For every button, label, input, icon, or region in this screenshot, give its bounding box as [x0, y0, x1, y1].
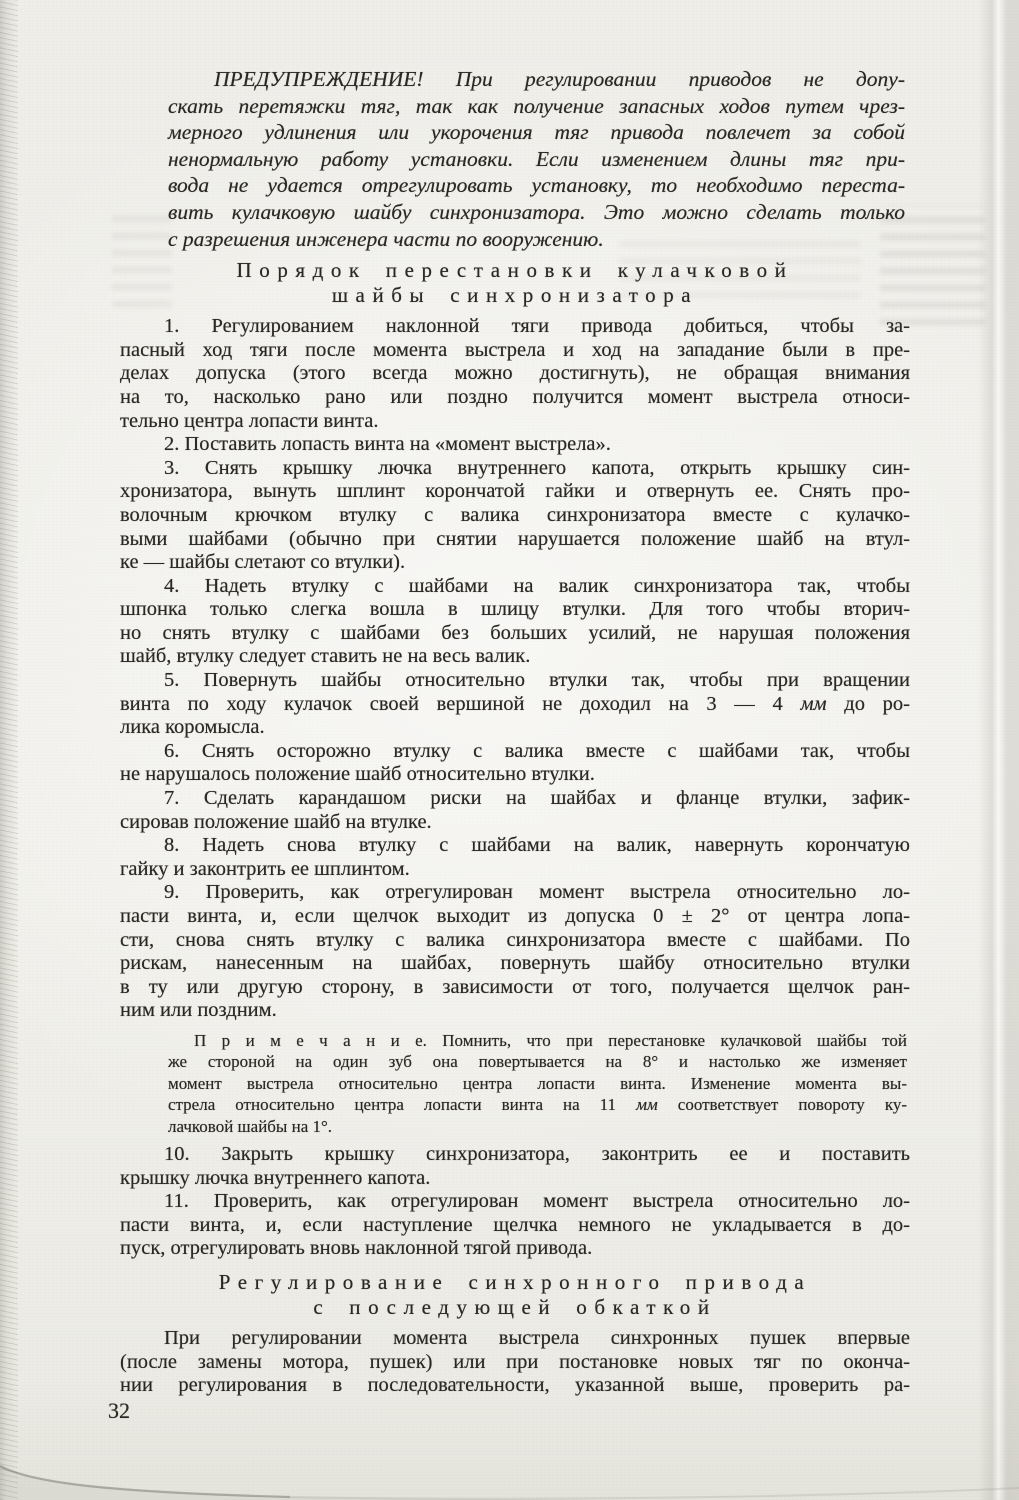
text-line: момент выстрела относительно центра лопасти винта. Изменение момента вы-	[168, 1073, 907, 1093]
text-line: 2. Поставить лопасть винта на «момент выстрела».	[164, 433, 611, 456]
text-line: 8. Надеть снова втулку с шайбами на валик, навернуть корончатую	[164, 834, 910, 857]
numbered-item-6	[120, 740, 910, 787]
section-heading-sync-drive	[120, 1270, 910, 1320]
text-line: волочным крючком втулку с валика синхронизатора вместе с кулачко-	[120, 503, 910, 526]
text-line: 3. Снять крышку лючка внутреннего капота, открыть крышку син-	[164, 456, 910, 479]
page-number: 32	[108, 1398, 130, 1423]
text-line: винта по ходу кулачок своей вершиной не доходил на 3 — 4 мм до ро-	[120, 692, 910, 715]
text-line: шайбы синхронизатора	[331, 283, 699, 308]
text-line: пуск, отрегулировать вновь наклонной тягой привода.	[120, 1237, 593, 1260]
text-line: рискам, нанесенным на шайбах, повернуть шайбу относительно втулки	[120, 952, 910, 975]
text-line: стрела относительно центра лопасти винта на 11 мм соответствует повороту ку-	[168, 1095, 907, 1115]
text-line: на то, насколько рано или поздно получится момент выстрела относи-	[120, 385, 910, 408]
text-line: хронизатора, вынуть шплинт корончатой гайки и отвернуть ее. Снять про-	[120, 480, 910, 503]
text-line: в ту или другую сторону, в зависимости от того, получается щелчок ран-	[120, 975, 910, 998]
text-line: скать перетяжки тяг, так как получение запасных ходов путем чрез-	[168, 93, 905, 118]
text-line: пасный ход тяги после момента выстрела и ход на западание были в пре-	[120, 338, 910, 361]
numbered-item-4	[120, 575, 910, 669]
section-heading-cam-washer	[120, 258, 910, 308]
text-line: ним или поздним.	[120, 999, 277, 1022]
text-line: (после замены мотора, пушек) или при постановке новых тяг по оконча-	[120, 1350, 910, 1373]
numbered-item-7	[120, 787, 910, 834]
text-line: 6. Снять осторожно втулку с валика вместе с шайбами так, чтобы	[164, 739, 910, 762]
text-line: же стороной на один зуб она повертывается на 8° и настолько же изменяет	[168, 1052, 907, 1072]
text-line: шайб, втулку следует ставить не на весь валик.	[120, 645, 531, 668]
numbered-item-1	[120, 315, 910, 433]
numbered-item-11	[120, 1190, 910, 1261]
text-line: выми шайбами (обычно при снятии нарушается положение шайб на втул-	[120, 527, 910, 550]
text-line: сти, снова снять втулку с валика синхронизатора вместе с шайбами. По	[120, 928, 910, 951]
text-line: 9. Проверить, как отрегулирован момент выстрела относительно ло-	[164, 881, 910, 904]
text-line: 11. Проверить, как отрегулирован момент выстрела относительно ло-	[164, 1190, 910, 1213]
text-line: тельно центра лопасти винта.	[120, 409, 379, 432]
numbered-item-8	[120, 834, 910, 881]
numbered-item-3	[120, 457, 910, 575]
text-line: с последующей обкаткой	[313, 1294, 717, 1319]
text-line: 1. Регулированием наклонной тяги привода добиться, чтобы за-	[164, 315, 910, 338]
text-line: вить кулачковую шайбу синхронизатора. Это можно сделать только	[168, 199, 905, 224]
text-line: гайку и законтрить ее шплинтом.	[120, 857, 410, 880]
text-line: 7. Сделать карандашом риски на шайбах и фланце втулки, зафик-	[164, 787, 910, 810]
text-line: нии регулирования в последовательности, указанной выше, проверить ра-	[120, 1374, 910, 1397]
warning-paragraph	[168, 66, 905, 252]
text-line: вода не удается отрегулировать установку, то необходимо переста-	[168, 173, 905, 198]
binding-fold	[978, 0, 1019, 1500]
text-line: Регулирование синхронного привода	[218, 1269, 812, 1294]
text-line: но снять втулку с шайбами без больших усилий, не нарушая положения	[120, 621, 910, 644]
text-line: пасти винта, и, если наступление щелчка немного не укладывается в до-	[120, 1213, 910, 1236]
text-line: с разрешения инженера части по вооружению.	[168, 226, 604, 251]
left-page-edge	[0, 0, 18, 1500]
text-line: Порядок перестановки кулачковой	[236, 258, 794, 283]
text-line: 10. Закрыть крышку синхронизатора, законтрить ее и поставить	[164, 1143, 910, 1165]
page-text	[120, 66, 910, 1398]
numbered-item-2	[120, 433, 910, 457]
body-paragraph-final	[120, 1327, 910, 1398]
text-line: не нарушалось положение шайб относительно втулки.	[120, 763, 595, 786]
text-line: 5. Повернуть шайбы относительно втулки так, чтобы при вращении	[164, 669, 910, 692]
text-line: ненормальную работу установки. Если изменением длины тяг при-	[168, 146, 905, 171]
text-line: П р и м е ч а н и е. Помнить, что при перестановке кулачковой шайбы той	[194, 1030, 907, 1050]
text-line: сировав положение шайб на втулке.	[120, 810, 432, 833]
text-line: лачковой шайбы на 1°.	[168, 1116, 333, 1136]
text-line: ке — шайбы слетают со втулки).	[120, 551, 406, 574]
text-line: крышку лючка внутреннего капота.	[120, 1166, 431, 1189]
numbered-item-9	[120, 881, 910, 1023]
text-line: При регулировании момента выстрела синхронных пушек впервые	[164, 1326, 910, 1349]
text-line: делах допуска (этого всегда можно достигнуть), не обращая внимания	[120, 362, 910, 385]
numbered-item-10	[120, 1143, 910, 1190]
note-paragraph	[168, 1030, 907, 1137]
text-line: шпонка только слегка вошла в шлицу втулки. Для того чтобы вторич-	[120, 598, 910, 621]
text-line: лика коромысла.	[120, 716, 265, 739]
text-line: мерного удлинения или укорочения тяг привода повлечет за собой	[168, 120, 905, 145]
text-line: 4. Надеть втулку с шайбами на валик синхронизатора так, чтобы	[164, 574, 910, 597]
text-line: ПРЕДУПРЕЖДЕНИЕ! При регулировании приводов не допу-	[214, 67, 905, 91]
numbered-item-5	[120, 669, 910, 740]
text-line: пасти винта, и, если щелчок выходит из допуска 0 ± 2° от центра лопа-	[120, 905, 910, 927]
